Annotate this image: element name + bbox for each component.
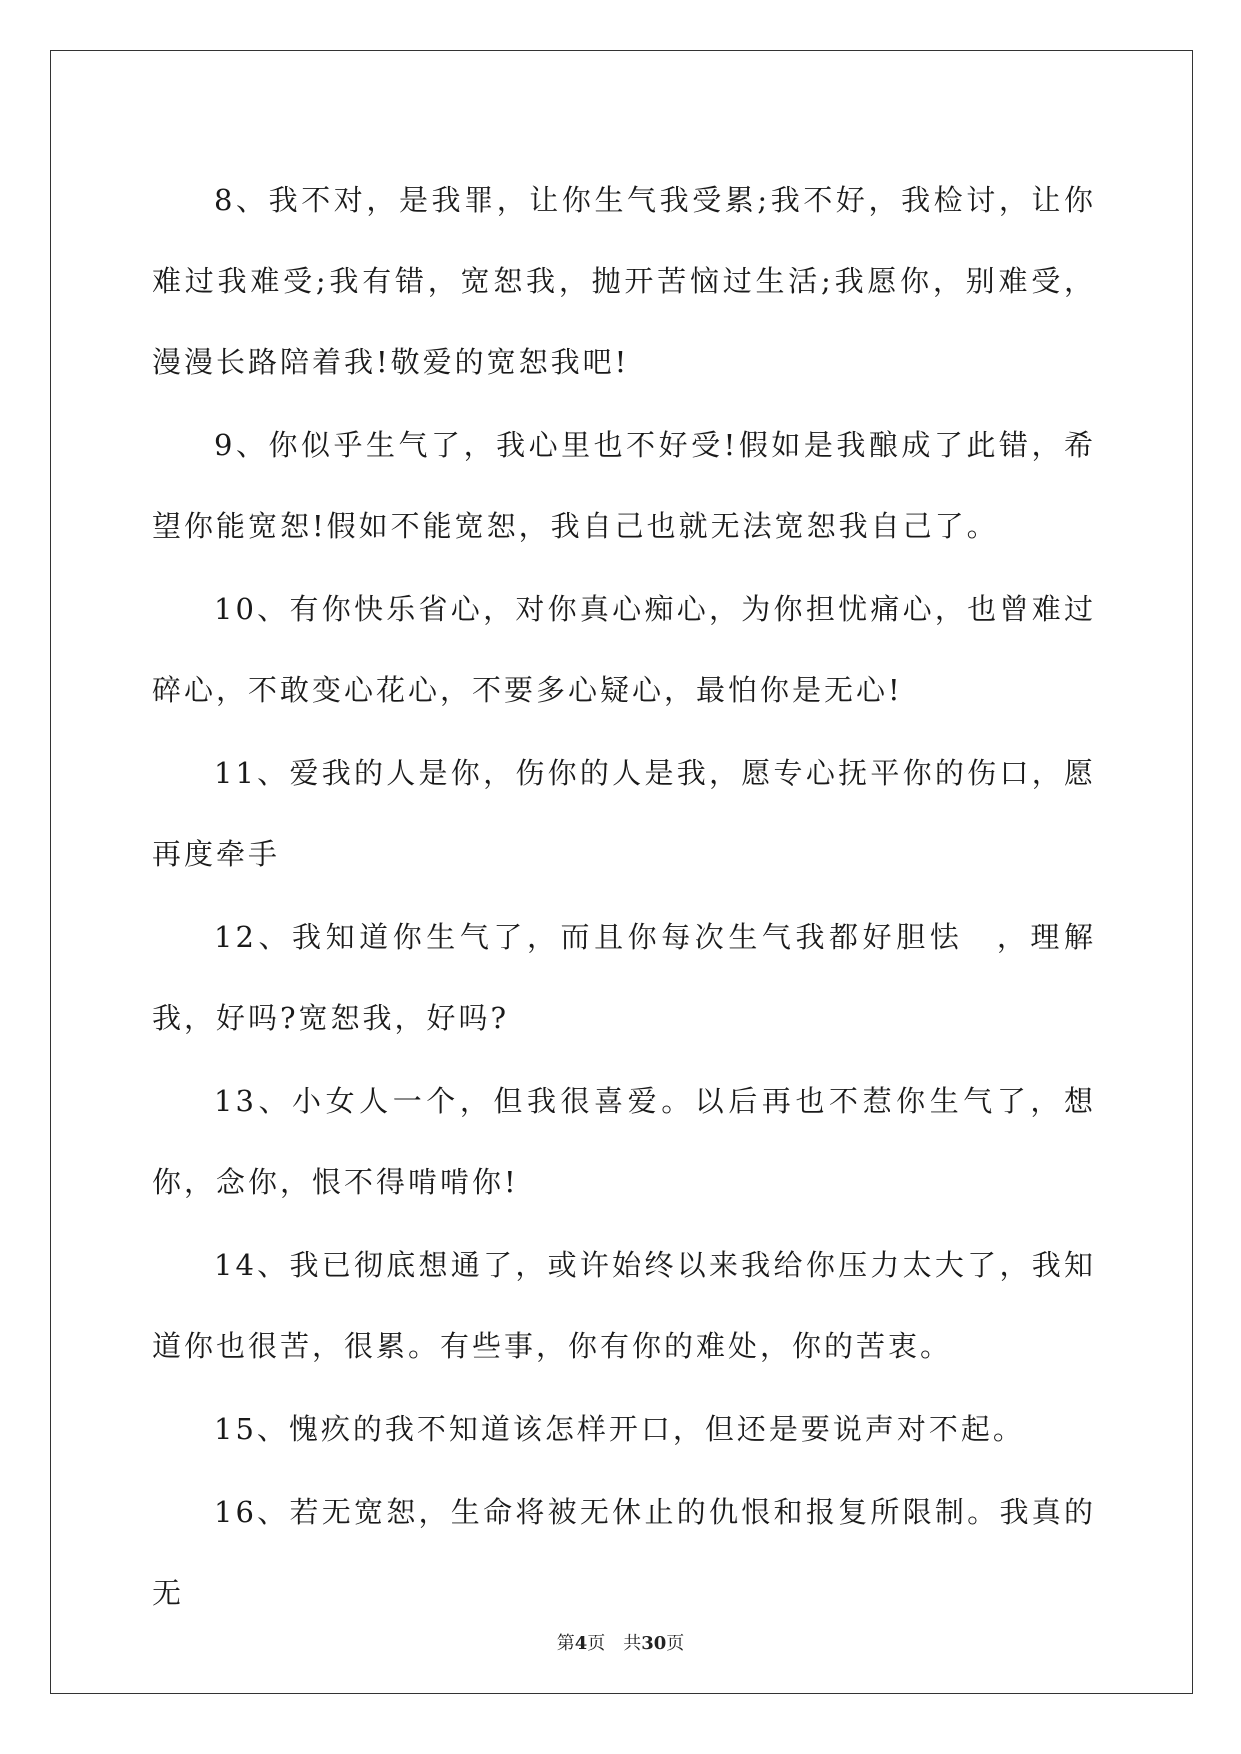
page-footer bbox=[0, 1629, 1241, 1655]
document-body bbox=[152, 160, 1096, 1636]
paragraph-12: 12、我知道你生气了，而且你每次生气我都好胆怯 ，理解我，好吗?宽恕我，好吗? bbox=[152, 920, 1096, 1035]
paragraph-8: 8、我不对，是我罪，让你生气我受累;我不好，我检讨，让你难过我难受;我有错，宽恕我，抛开苦恼过生活;我愿你，别难受，漫漫长路陪着我!敬爱的宽恕我吧! bbox=[152, 183, 1096, 379]
paragraph-16: 16、若无宽恕，生命将被无休止的仇恨和报复所限制。我真的无 bbox=[152, 1495, 1096, 1610]
footer-suffix: 页 bbox=[666, 1633, 685, 1654]
paragraph-13: 13、小女人一个，但我很喜爱。以后再也不惹你生气了，想你，念你，恨不得啃啃你! bbox=[152, 1084, 1096, 1199]
footer-middle: 页 共 bbox=[587, 1633, 642, 1654]
footer-prefix: 第 bbox=[556, 1633, 575, 1654]
current-page-number: 4 bbox=[574, 1633, 588, 1654]
total-page-number: 30 bbox=[641, 1633, 667, 1654]
paragraph-15: 15、愧疚的我不知道该怎样开口，但还是要说声对不起。 bbox=[214, 1412, 1025, 1446]
paragraph-9: 9、你似乎生气了，我心里也不好受!假如是我酿成了此错，希望你能宽恕!假如不能宽恕，我自己也就无法宽恕我自己了。 bbox=[152, 428, 1096, 543]
paragraph-14: 14、我已彻底想通了，或许始终以来我给你压力太大了，我知道你也很苦，很累。有些事，你有你的难处，你的苦衷。 bbox=[152, 1248, 1096, 1363]
paragraph-11: 11、爱我的人是你，伤你的人是我，愿专心抚平你的伤口，愿再度牵手 bbox=[152, 756, 1096, 871]
paragraph-10: 10、有你快乐省心，对你真心痴心，为你担忧痛心，也曾难过碎心，不敢变心花心，不要多心疑心，最怕你是无心! bbox=[152, 592, 1096, 707]
